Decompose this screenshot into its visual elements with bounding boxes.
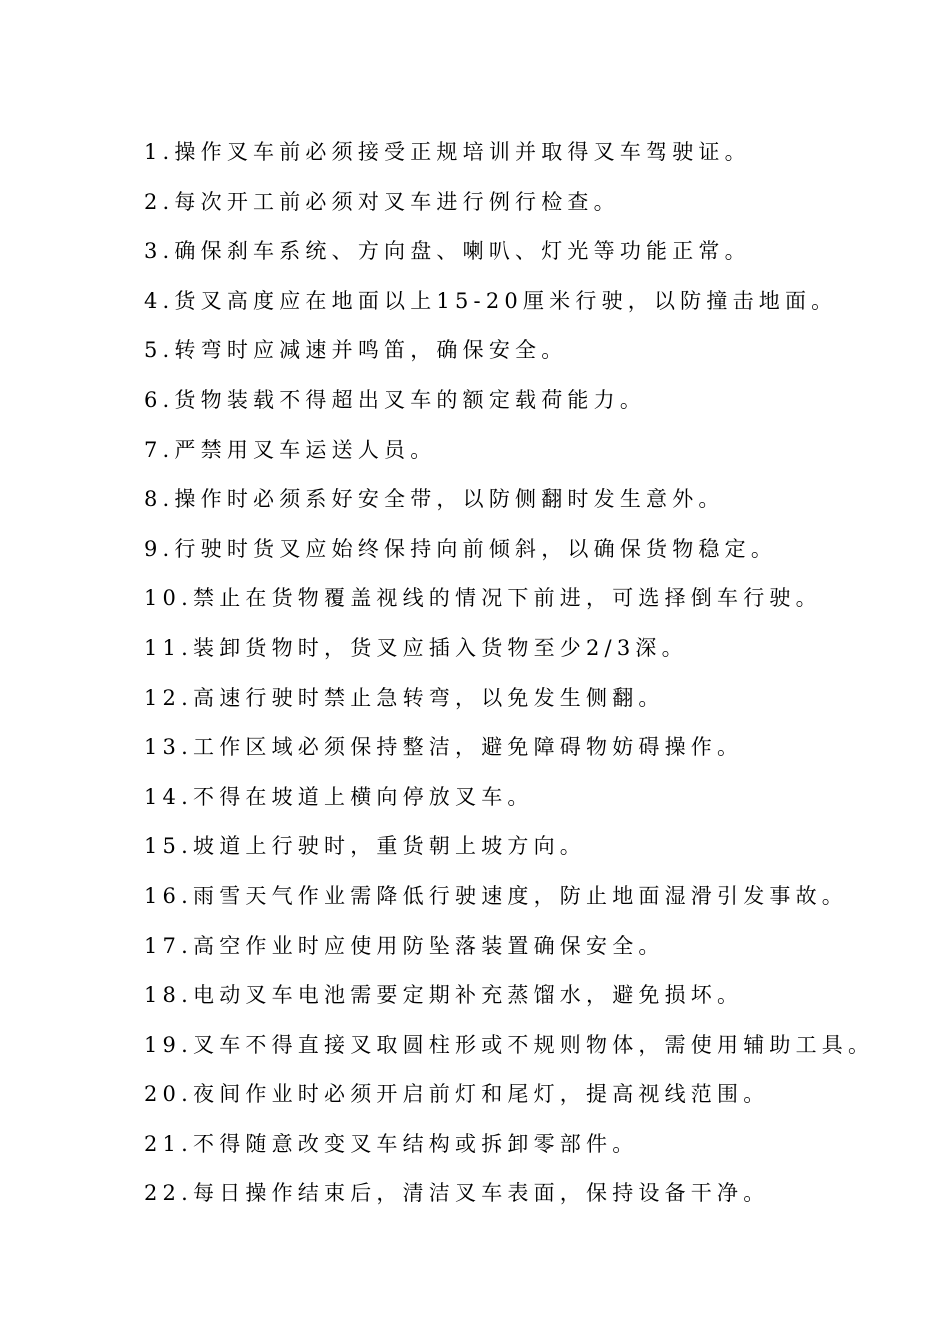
rule-item-11: 11.装卸货物时，货叉应插入货物至少2/3深。 <box>144 635 688 660</box>
rule-item-3: 3.确保刹车系统、方向盘、喇叭、灯光等功能正常。 <box>144 239 751 264</box>
rule-item-17: 17.高空作业时应使用防坠落装置确保安全。 <box>144 933 665 958</box>
rule-item-8: 8.操作时必须系好安全带，以防侧翻时发生意外。 <box>144 487 725 512</box>
rule-item-9: 9.行驶时货叉应始终保持向前倾斜，以确保货物稳定。 <box>144 536 778 561</box>
rule-item-4: 4.货叉高度应在地面以上15-20厘米行驶，以防撞击地面。 <box>144 288 838 313</box>
rule-item-19: 19.叉车不得直接叉取圆柱形或不规则物体，需使用辅助工具。 <box>144 1032 875 1057</box>
rule-item-16: 16.雨雪天气作业需降低行驶速度，防止地面湿滑引发事故。 <box>144 883 848 908</box>
rule-item-12: 12.高速行驶时禁止急转弯，以免发生侧翻。 <box>144 685 665 710</box>
rule-item-22: 22.每日操作结束后，清洁叉车表面，保持设备干净。 <box>144 1181 770 1206</box>
rule-item-13: 13.工作区域必须保持整洁，避免障碍物妨碍操作。 <box>144 735 744 760</box>
rule-item-1: 1.操作叉车前必须接受正规培训并取得叉车驾驶证。 <box>144 140 751 164</box>
rule-item-10: 10.禁止在货物覆盖视线的情况下前进，可选择倒车行驶。 <box>144 586 822 611</box>
rule-item-20: 20.夜间作业时必须开启前灯和尾灯，提高视线范围。 <box>144 1082 770 1107</box>
rule-item-15: 15.坡道上行驶时，重货朝上坡方向。 <box>144 834 586 859</box>
rule-item-6: 6.货物装载不得超出叉车的额定载荷能力。 <box>144 387 647 412</box>
rule-item-5: 5.转弯时应减速并鸣笛，确保安全。 <box>144 338 568 363</box>
rule-item-18: 18.电动叉车电池需要定期补充蒸馏水，避免损坏。 <box>144 983 744 1008</box>
rule-item-7: 7.严禁用叉车运送人员。 <box>144 437 437 462</box>
rule-item-2: 2.每次开工前必须对叉车进行例行检查。 <box>144 189 620 214</box>
rule-item-14: 14.不得在坡道上横向停放叉车。 <box>144 784 534 809</box>
rule-item-21: 21.不得随意改变叉车结构或拆卸零部件。 <box>144 1131 639 1156</box>
safety-rules-list <box>144 134 924 1225</box>
